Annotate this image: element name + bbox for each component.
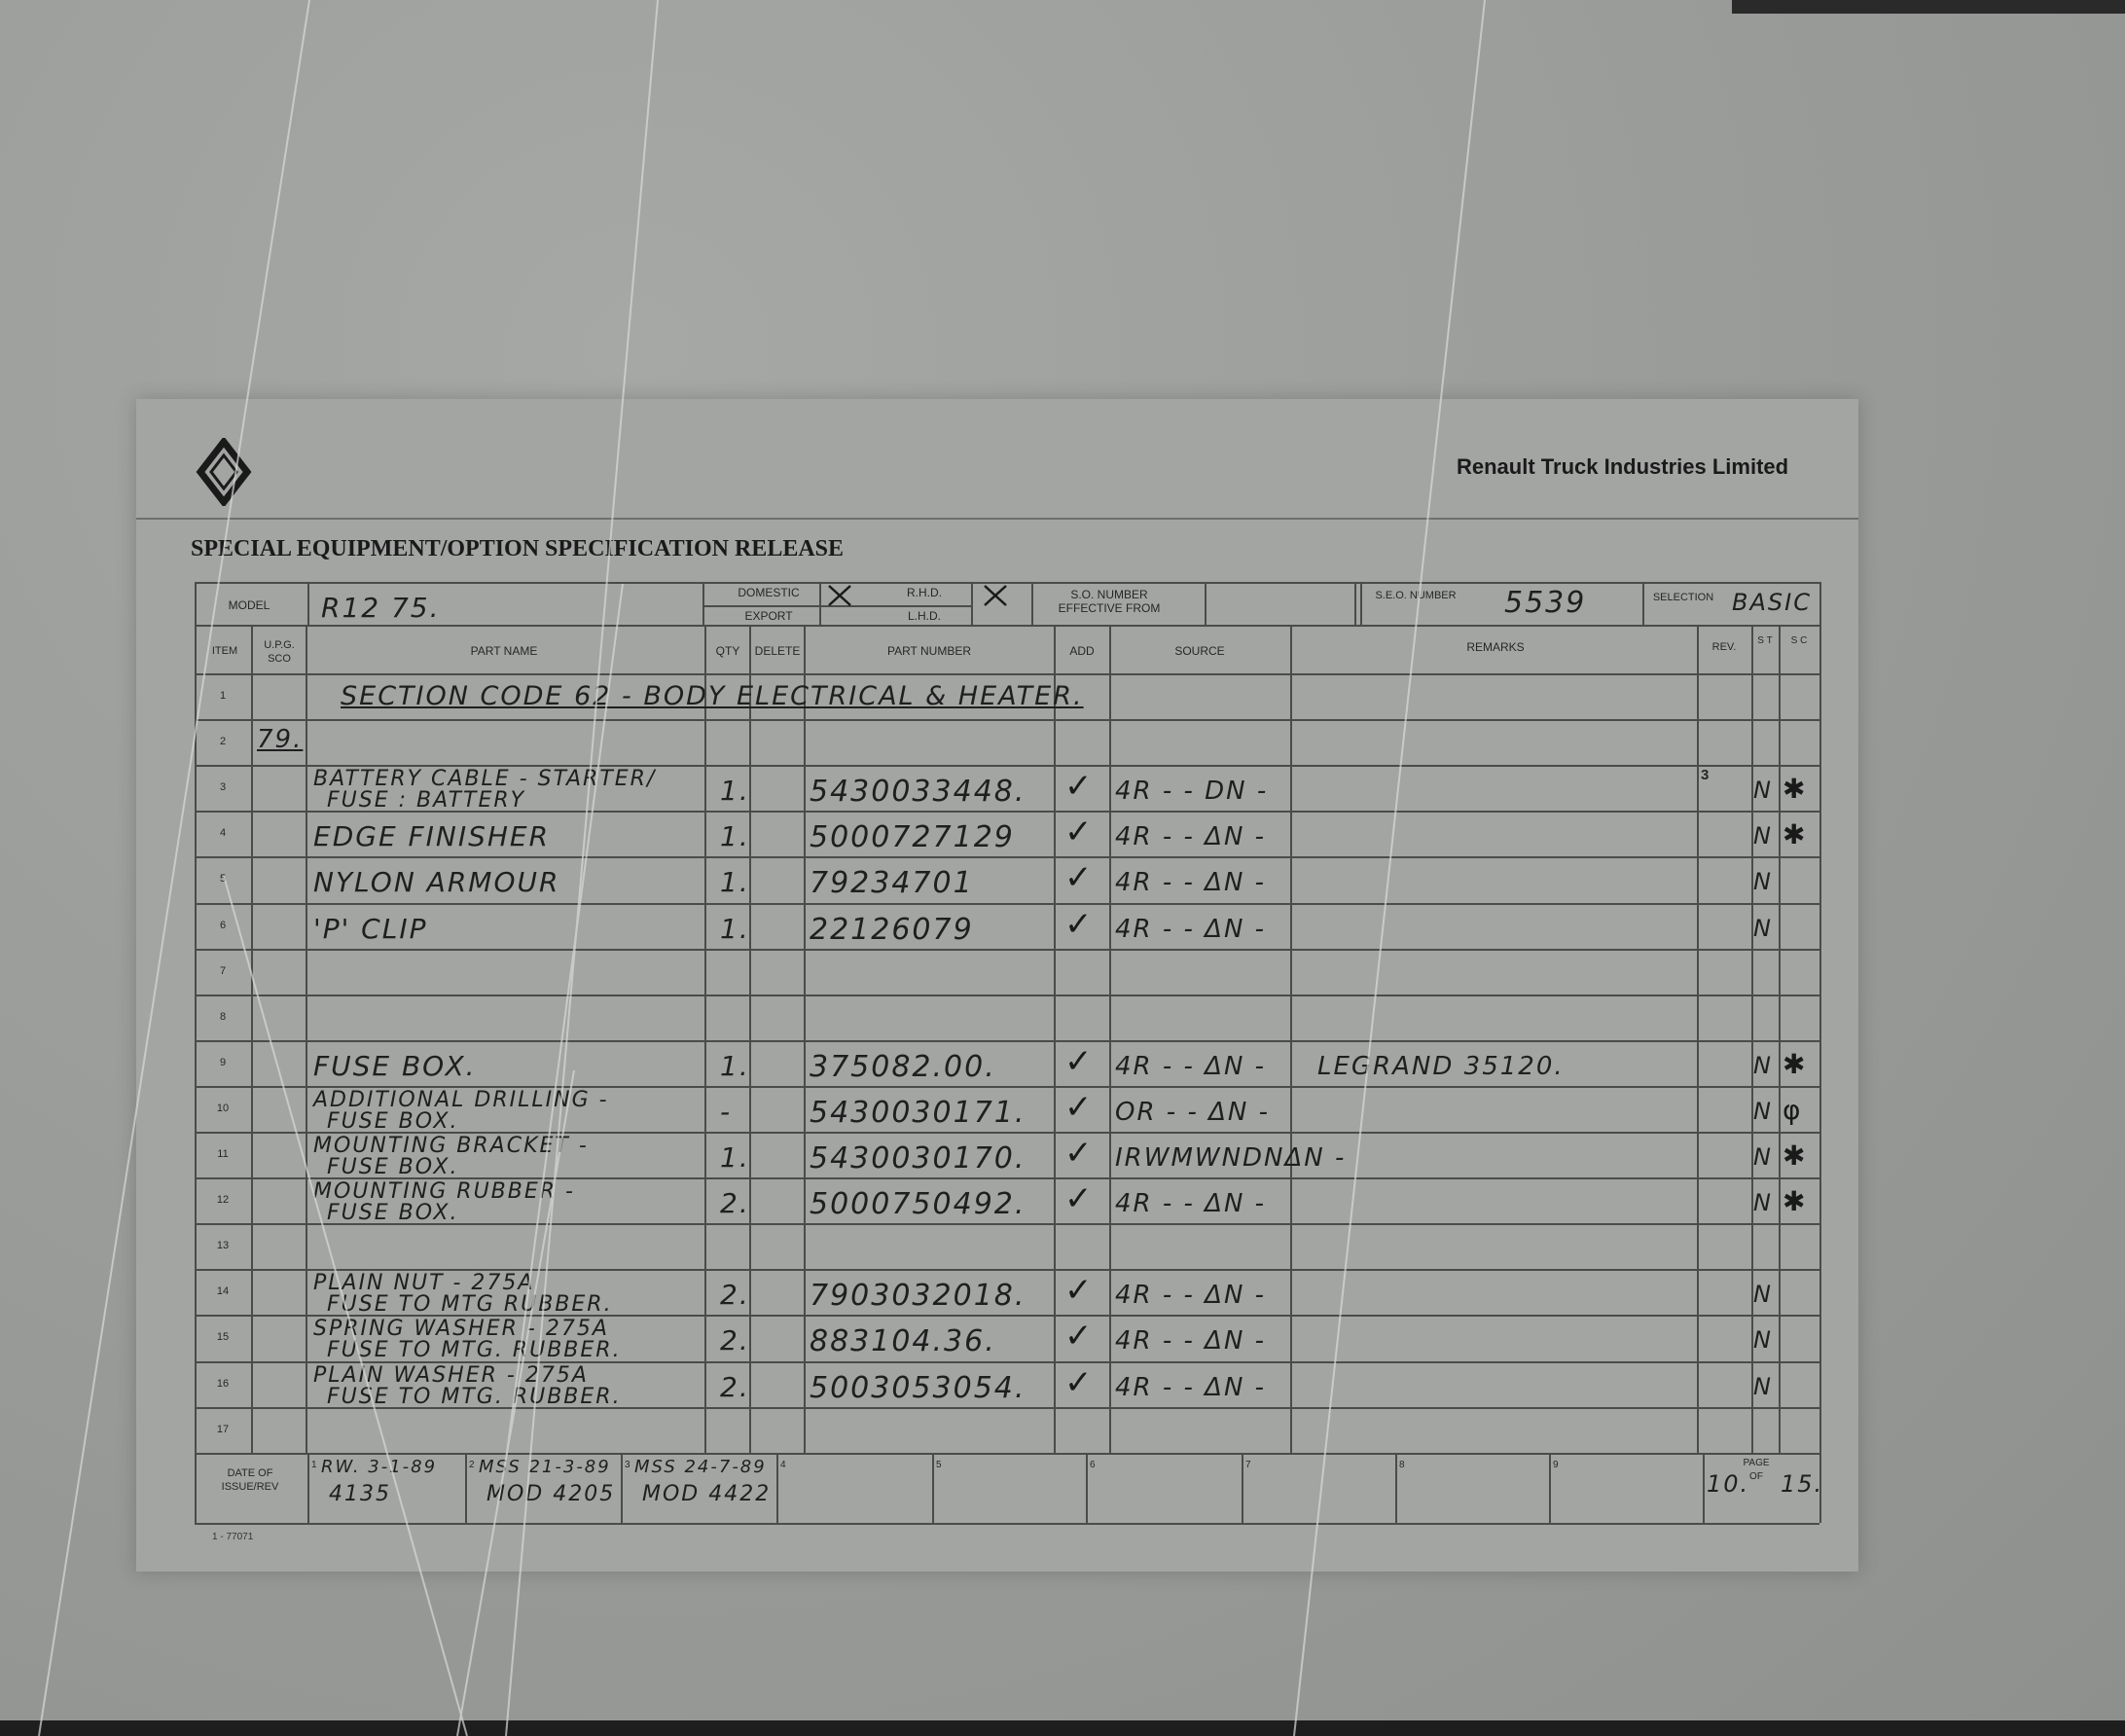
- issue-number: 5: [936, 1459, 942, 1470]
- issue-number: 1: [311, 1459, 317, 1470]
- row-item-number: 13: [216, 1240, 230, 1252]
- grid-line: [1054, 625, 1056, 1453]
- quantity: 2.: [720, 1187, 750, 1220]
- grid-line: [195, 719, 1819, 721]
- row-item-number: 8: [219, 1010, 227, 1023]
- grid-line: [1205, 582, 1207, 625]
- add-check-mark: ✓: [1064, 904, 1093, 944]
- lhd-label: L.H.D.: [907, 609, 941, 623]
- grid-line: [195, 1453, 1819, 1455]
- part-name-line2: FUSE TO MTG RUBBER.: [327, 1292, 613, 1318]
- page-value: 10.: [1707, 1469, 1750, 1498]
- issue-line-1: MSS 24-7-89: [634, 1456, 767, 1477]
- add-check-mark: ✓: [1064, 1317, 1093, 1356]
- part-name: MOUNTING BRACKET -: [313, 1134, 589, 1158]
- change-mark: ✱: [1783, 773, 1806, 806]
- part-number: 5430033448.: [810, 775, 1026, 810]
- part-number: 883104.36.: [810, 1324, 996, 1359]
- add-check-mark: ✓: [1064, 1179, 1093, 1219]
- part-number: 79234701: [810, 866, 974, 901]
- status-mark: N: [1753, 1326, 1773, 1355]
- upg-value: 79.: [257, 725, 304, 755]
- issue-number: 4: [780, 1459, 786, 1470]
- row-item-number: 12: [216, 1194, 230, 1207]
- seo-number-value: 5539: [1504, 586, 1587, 620]
- quantity: 2.: [720, 1279, 750, 1312]
- grid-line: [1354, 582, 1356, 625]
- part-number: 375082.00.: [810, 1049, 996, 1084]
- grid-line: [819, 582, 821, 625]
- grid-line: [307, 582, 309, 625]
- part-name: NYLON ARMOUR: [313, 866, 560, 899]
- row-item-number: 14: [216, 1285, 230, 1298]
- part-number: 5003053054.: [810, 1370, 1026, 1405]
- part-name: ADDITIONAL DRILLING -: [313, 1087, 609, 1112]
- page-label: PAGE OF: [1743, 1457, 1770, 1482]
- status-mark: N: [1753, 777, 1773, 805]
- grid-line: [251, 625, 253, 1453]
- part-number: 5430030170.: [810, 1141, 1026, 1175]
- grid-line: [195, 625, 1819, 627]
- part-name: BATTERY CABLE - STARTER/: [313, 767, 657, 792]
- row-item-number: 4: [219, 827, 227, 840]
- source-code: OR - - ΔN -: [1115, 1097, 1270, 1127]
- row-item-number: 5: [219, 873, 227, 886]
- grid-line: [1703, 1453, 1705, 1523]
- part-name-line2: FUSE BOX.: [327, 1155, 459, 1179]
- issue-number: 3: [625, 1459, 630, 1470]
- source-code: 4R - - DN -: [1115, 777, 1269, 807]
- add-check-mark: ✓: [1064, 1041, 1093, 1081]
- col-source: SOURCE: [1174, 644, 1225, 658]
- row-item-number: 15: [216, 1331, 230, 1344]
- col-delete: DELETE: [754, 644, 801, 658]
- status-mark: N: [1753, 1372, 1773, 1400]
- remarks: LEGRAND 35120.: [1317, 1051, 1565, 1081]
- row-item-number: 6: [219, 919, 227, 931]
- part-name: FUSE BOX.: [313, 1049, 477, 1082]
- status-mark: N: [1753, 1097, 1773, 1125]
- add-check-mark: ✓: [1064, 1271, 1093, 1311]
- quantity: 2.: [720, 1324, 750, 1357]
- part-name-line2: FUSE BOX.: [327, 1201, 459, 1226]
- grid-line: [776, 1453, 778, 1523]
- source-code: 4R - - ΔN -: [1115, 822, 1267, 852]
- model-label: MODEL: [228, 598, 270, 612]
- rhd-label: R.H.D.: [907, 586, 942, 599]
- issue-number: 6: [1090, 1459, 1096, 1470]
- quantity: 2.: [720, 1370, 750, 1403]
- quantity: 1.: [720, 820, 750, 853]
- status-mark: N: [1753, 1051, 1773, 1079]
- add-check-mark: ✓: [1064, 813, 1093, 852]
- part-name-line2: FUSE TO MTG. RUBBER.: [327, 1338, 622, 1363]
- quantity: -: [720, 1095, 733, 1128]
- domestic-x-mark: [827, 584, 852, 607]
- row-item-number: 1: [219, 690, 227, 702]
- grid-line: [804, 625, 806, 1453]
- issue-line-1: MSS 21-3-89: [479, 1456, 611, 1477]
- part-name: PLAIN WASHER - 275A: [313, 1362, 589, 1388]
- issue-line-1: RW. 3-1-89: [321, 1456, 438, 1477]
- source-code: 4R - - ΔN -: [1115, 1189, 1267, 1219]
- grid-line: [1086, 1453, 1088, 1523]
- part-name: SPRING WASHER - 275A: [313, 1317, 609, 1342]
- source-code: 4R - - ΔN -: [1115, 914, 1267, 944]
- part-name-line2: FUSE BOX.: [327, 1108, 459, 1134]
- part-name: 'P' CLIP: [313, 912, 428, 945]
- change-mark: ✱: [1783, 818, 1806, 851]
- quantity: 1.: [720, 775, 750, 808]
- grid-line: [195, 1040, 1819, 1042]
- col-qty: QTY: [715, 644, 740, 658]
- part-number: 7903032018.: [810, 1279, 1026, 1314]
- grid-line: [1290, 625, 1292, 1453]
- row-item-number: 10: [216, 1102, 230, 1114]
- domestic-label: DOMESTIC: [738, 586, 800, 599]
- status-mark: N: [1753, 1281, 1773, 1309]
- seo-number-label: S.E.O. NUMBER: [1375, 590, 1457, 601]
- col-upg: U.P.G. SCO: [264, 639, 295, 665]
- col-part-name: PART NAME: [470, 644, 538, 658]
- grid-line: [1031, 582, 1033, 625]
- quantity: 1.: [720, 912, 750, 945]
- quantity: 1.: [720, 1141, 750, 1174]
- grid-line: [306, 625, 307, 1453]
- issue-line-2: MOD 4205: [486, 1481, 616, 1506]
- grid-line: [1109, 625, 1111, 1453]
- grid-line: [1242, 1453, 1243, 1523]
- status-mark: N: [1753, 868, 1773, 896]
- rhd-x-mark: [983, 584, 1008, 607]
- grid-line: [621, 1453, 623, 1523]
- row-item-number: 9: [219, 1056, 227, 1068]
- col-add: ADD: [1069, 644, 1095, 658]
- part-number: 5000727129: [810, 820, 1015, 855]
- so-number-label: S.O. NUMBER EFFECTIVE FROM: [1058, 588, 1161, 615]
- row-item-number: 17: [216, 1423, 230, 1435]
- col-part-number: PART NUMBER: [886, 644, 971, 658]
- change-mark: ✱: [1783, 1139, 1806, 1172]
- part-name: PLAIN NUT - 275A: [313, 1271, 535, 1296]
- date-of-issue-label: DATE OF ISSUE/REV: [221, 1466, 279, 1493]
- grid-line: [195, 995, 1819, 996]
- col-remarks: REMARKS: [1466, 640, 1525, 654]
- part-name: EDGE FINISHER: [313, 820, 551, 853]
- add-check-mark: ✓: [1064, 858, 1093, 898]
- page-total: 15.: [1781, 1469, 1824, 1498]
- quantity: 1.: [720, 1049, 750, 1082]
- source-code: 4R - - ΔN -: [1115, 1372, 1267, 1402]
- grid-line: [195, 582, 197, 1523]
- status-mark: N: [1753, 822, 1773, 850]
- col-st: S T: [1757, 635, 1773, 646]
- grid-line: [704, 625, 706, 1453]
- grid-line: [1549, 1453, 1551, 1523]
- grid-line: [195, 949, 1819, 951]
- row-item-number: 16: [216, 1377, 230, 1390]
- change-mark: ✱: [1783, 1047, 1806, 1080]
- grid-line: [1360, 582, 1362, 625]
- part-number: 22126079: [810, 912, 974, 947]
- section-title: SECTION CODE 62 - BODY ELECTRICAL & HEATER.: [341, 681, 1084, 711]
- selection-value: BASIC: [1732, 589, 1812, 616]
- col-rev: REV.: [1711, 641, 1737, 653]
- change-mark: ✱: [1783, 1185, 1806, 1218]
- grid-line: [195, 856, 1819, 858]
- part-number: 5430030171.: [810, 1095, 1026, 1130]
- status-mark: N: [1753, 1143, 1773, 1171]
- row-item-number: 3: [219, 781, 227, 794]
- status-mark: N: [1753, 914, 1773, 942]
- part-number: 5000750492.: [810, 1187, 1026, 1222]
- revision-mark: 3: [1701, 767, 1710, 784]
- source-code: 4R - - ΔN -: [1115, 1051, 1267, 1081]
- issue-number: 9: [1553, 1459, 1559, 1470]
- add-check-mark: ✓: [1064, 1362, 1093, 1402]
- grid-line: [932, 1453, 934, 1523]
- row-item-number: 2: [219, 736, 227, 748]
- grid-line: [1819, 582, 1821, 1523]
- add-check-mark: ✓: [1064, 1087, 1093, 1127]
- part-name-line2: FUSE TO MTG. RUBBER.: [327, 1384, 622, 1409]
- row-item-number: 7: [219, 964, 227, 977]
- col-last: S C: [1790, 635, 1808, 646]
- selection-label: SELECTION: [1652, 592, 1714, 603]
- change-mark: φ: [1783, 1093, 1801, 1126]
- grid-line: [1395, 1453, 1397, 1523]
- add-check-mark: ✓: [1064, 767, 1093, 807]
- export-label: EXPORT: [744, 609, 793, 623]
- add-check-mark: ✓: [1064, 1134, 1093, 1173]
- grid-line: [1697, 625, 1699, 1453]
- source-code: 4R - - ΔN -: [1115, 1326, 1267, 1356]
- issue-number: 2: [469, 1459, 475, 1470]
- status-mark: N: [1753, 1189, 1773, 1217]
- row-item-number: 11: [217, 1148, 229, 1160]
- col-item: ITEM: [211, 645, 238, 657]
- grid-line: [702, 582, 704, 625]
- grid-line: [195, 903, 1819, 905]
- part-name: MOUNTING RUBBER -: [313, 1179, 575, 1205]
- model-value: R12 75.: [321, 592, 441, 624]
- company-name: Renault Truck Industries Limited: [1457, 454, 1789, 479]
- source-code: 4R - - ΔN -: [1115, 868, 1267, 898]
- grid-line: [1779, 625, 1781, 1453]
- source-code: 4R - - ΔN -: [1115, 1281, 1267, 1311]
- issue-number: 8: [1399, 1459, 1405, 1470]
- issue-line-2: 4135: [329, 1481, 391, 1506]
- part-name-line2: FUSE : BATTERY: [327, 788, 526, 814]
- source-code: IRWMWNDNΔN -: [1115, 1143, 1347, 1173]
- issue-line-2: MOD 4422: [642, 1481, 772, 1506]
- form-title: SPECIAL EQUIPMENT/OPTION SPECIFICATION RELEASE: [191, 536, 845, 561]
- quantity: 1.: [720, 866, 750, 899]
- grid-line: [465, 1453, 467, 1523]
- grid-line: [195, 1523, 1819, 1525]
- issue-number: 7: [1245, 1459, 1251, 1470]
- form-code: 1 - 77071: [212, 1532, 254, 1542]
- grid-line: [195, 673, 1819, 675]
- grid-line: [307, 1453, 309, 1523]
